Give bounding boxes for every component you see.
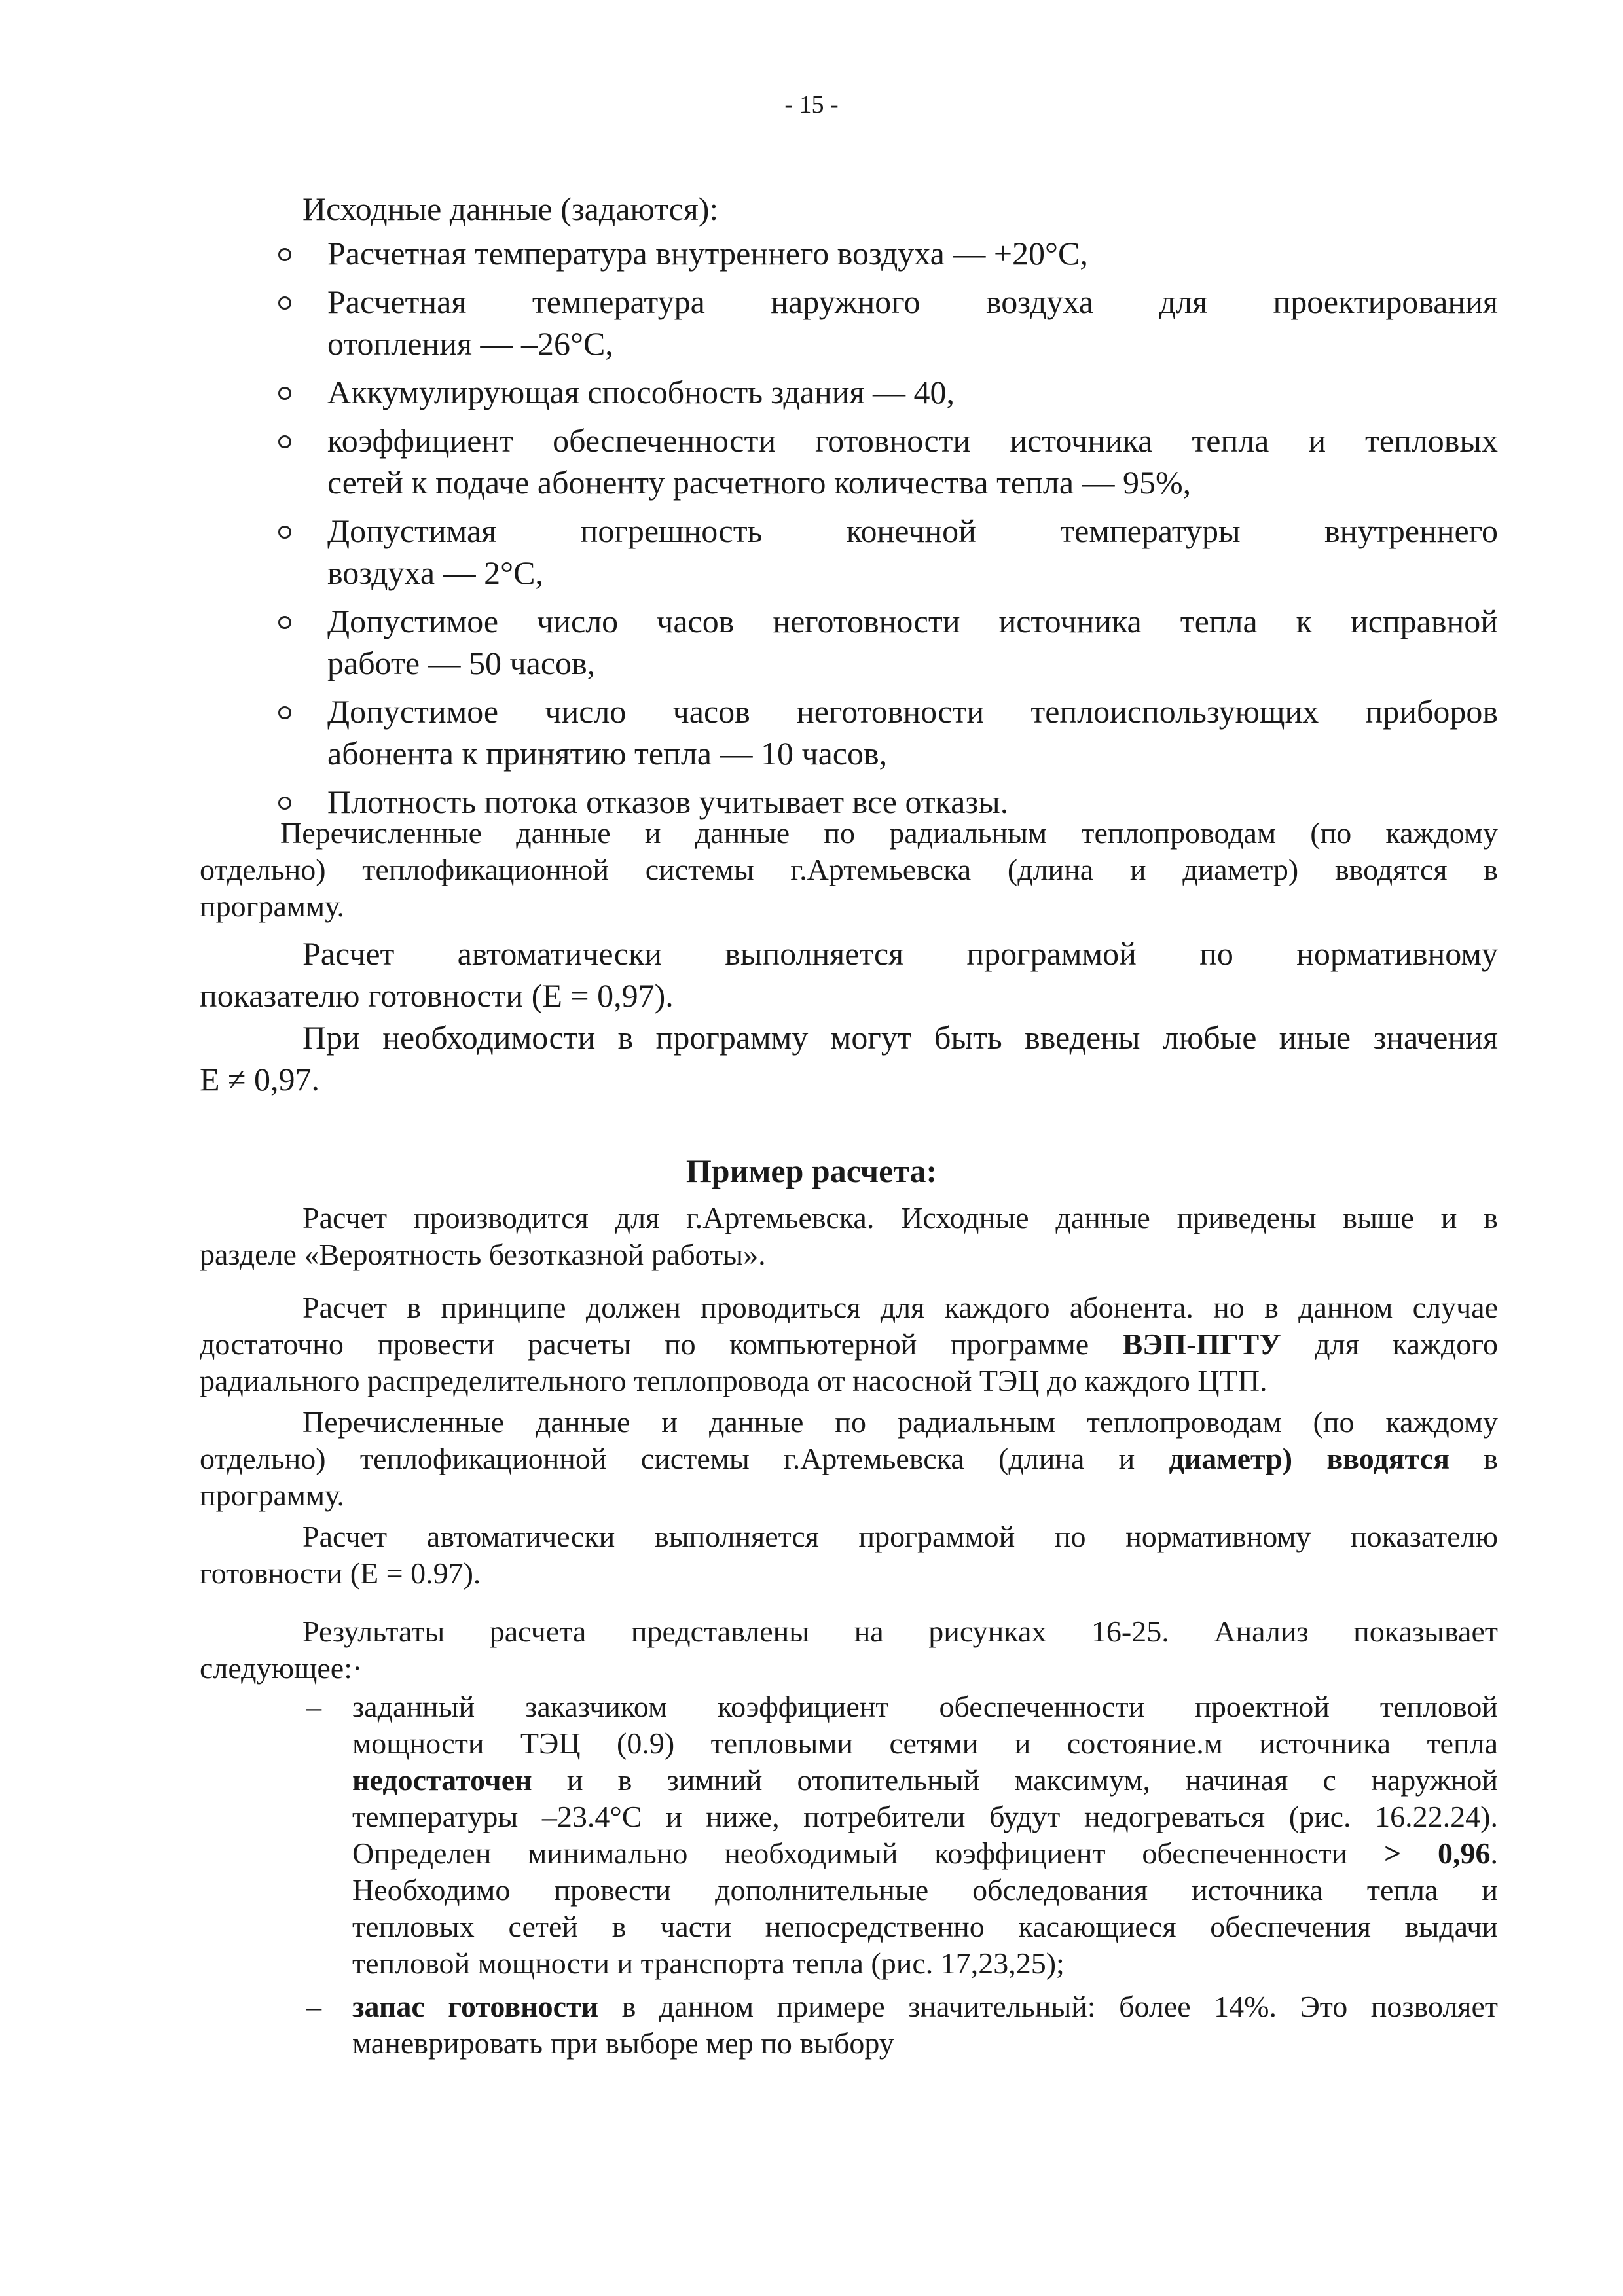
paragraph-results: Результаты расчета представлены на рисунках 16-25. Анализ показывает следующее:· — [200, 1615, 1498, 1685]
list-item: Аккумулирующая способность здания — 40, — [327, 371, 1498, 413]
bullet-icon — [278, 387, 291, 400]
program-name: ВЭП-ПГТУ — [1122, 1327, 1281, 1361]
list-item: Допустимое число часов неготовности источника тепла к исправной работе — 50 часов, — [327, 600, 1498, 684]
list-item: Допустимая погрешность конечной температуры внутреннего воздуха — 2°C, — [327, 510, 1498, 594]
initial-data-list — [327, 232, 1498, 823]
list-item: Плотность потока отказов учитывает все отказы. — [327, 781, 1498, 823]
list-item: – заданный заказчиком коэффициент обеспеченности проектной тепловой мощности ТЭЦ (0.9) тепловыми сетями и состояние.м источника тепла недостаточен и в зимний отопительный максимум, начиная с наружной температуры –23.4°С и ниже, потребители будут недогреваться (рис. 16.22.24). Определен минимально необходимый коэффициент обеспеченности > 0,96. Необходимо провести дополнительные обследования источника тепла и тепловых сетей в части непосредственно касающиеся обеспечения выдачи тепловой мощности и транспорта тепла (рис. 17,23,25); — [306, 1690, 1498, 1980]
bullet-icon — [278, 616, 291, 629]
initial-data-heading: Исходные данные (задаются): — [302, 190, 719, 227]
paragraph-radial-data: Перечисленные данные и данные по радиальным теплопроводам (по каждому отдельно) теплофикационной системы г.Артемьевска (длина и диаметр) вводятся в программу. — [200, 1405, 1499, 1512]
bullet-icon — [278, 706, 291, 719]
results-list — [306, 1689, 1498, 2062]
paragraph-auto-calc: Расчет автоматически выполняется программой по нормативному показателю готовности (Е = 0,97). — [200, 935, 1498, 1014]
list-item: – запас готовности в данном примере значительный: более 14%. Это позволяет маневрировать при выборе мер по выбору — [306, 1990, 1498, 2060]
paragraph-other-values: При необходимости в программу могут быть введены любые иные значения Е ≠ 0,97. — [200, 1019, 1498, 1098]
list-item: Допустимое число часов неготовности теплоиспользующих приборов абонента к принятию тепла — 10 часов, — [327, 691, 1498, 774]
dash-marker: – — [306, 1690, 321, 1723]
paragraph-program-calc: Расчет в принципе должен проводиться для каждого абонента. но в данном случае достаточно провести расчеты по компьютерной программе ВЭП-ПГТУ для каждого радиального распределительного теплопровода от насосной ТЭЦ до каждого ЦТП. — [200, 1291, 1498, 1397]
dash-marker: – — [306, 1990, 321, 2023]
bullet-icon — [278, 526, 291, 539]
list-item: Расчетная температура наружного воздуха для проектирования отопления — –26°C, — [327, 281, 1498, 365]
example-heading: Пример расчета: — [685, 1153, 938, 1189]
list-item: коэффициент обеспеченности готовности источника тепла и тепловых сетей к подаче абоненту расчетного количества тепла — 95%, — [327, 420, 1498, 503]
paragraph-input-data: Перечисленные данные и данные по радиальным теплопроводам (по каждому отдельно) теплофикационной системы г.Артемьевска (длина и диаметр) вводятся в программу. — [200, 816, 1498, 923]
bullet-icon — [278, 248, 291, 261]
bullet-icon — [278, 435, 291, 448]
paragraph-example-intro: Расчет производится для г.Артемьевска. Исходные данные приведены выше и в разделе «Вероятность безотказной работы». — [200, 1201, 1498, 1271]
bullet-icon — [278, 296, 291, 310]
paragraph-normative: Расчет автоматически выполняется программой по нормативному показателю готовности (Е = 0.97). — [200, 1520, 1498, 1590]
list-item: Расчетная температура внутреннего воздуха — +20°C, — [327, 232, 1498, 274]
bullet-icon — [278, 797, 291, 810]
page-number: - 15 - — [784, 91, 839, 118]
